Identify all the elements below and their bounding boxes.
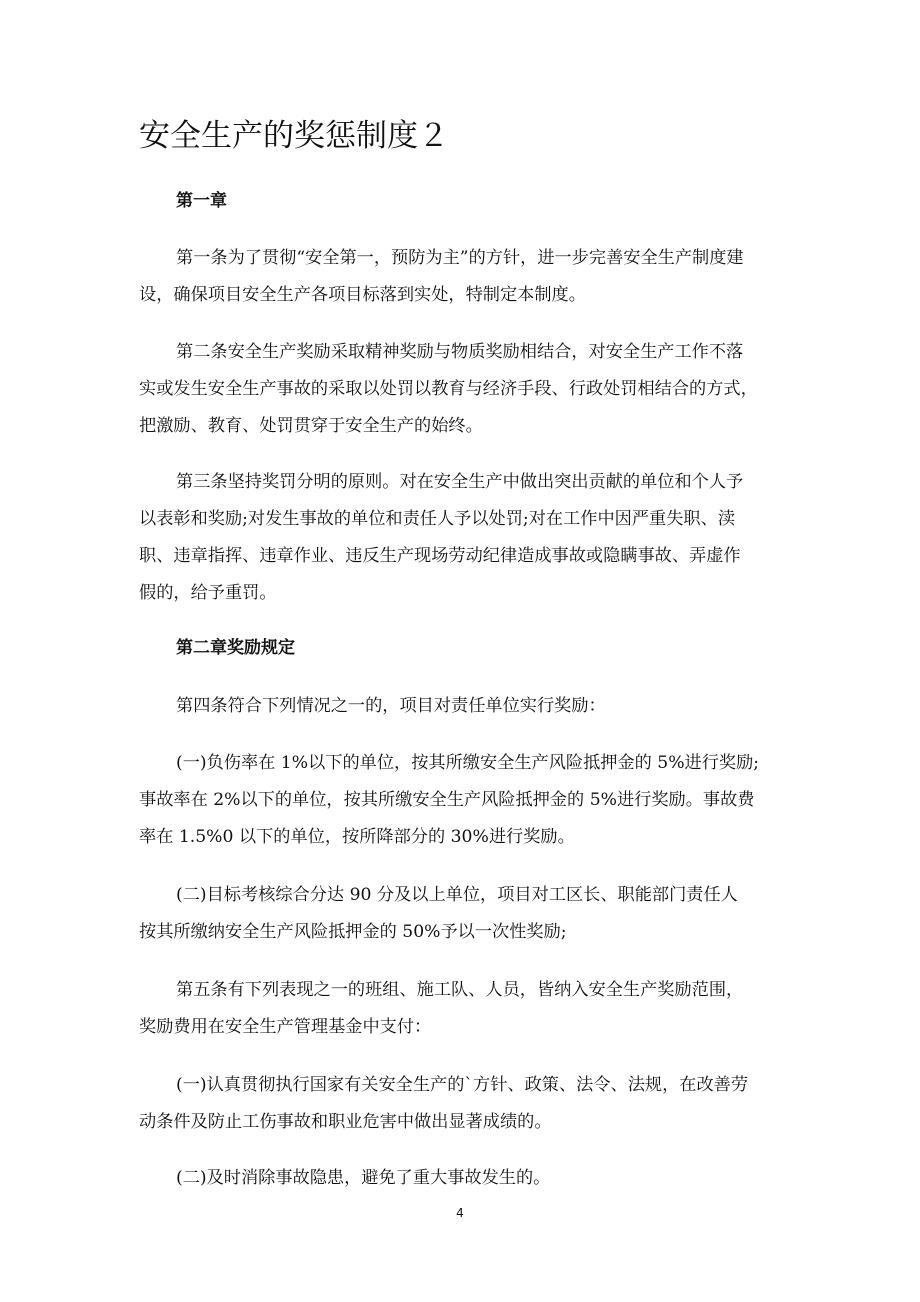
paragraph-line: 设，确保项目安全生产各项目标落到实处，特制定本制度。 (139, 285, 586, 305)
paragraph-line: (一)负伤率在 1%以下的单位，按其所缴安全生产风险抵押金的 5%进行奖励; (176, 753, 760, 773)
paragraph-article-4 (139, 688, 799, 725)
paragraph-line: 把激励、教育、处罚贯穿于安全生产的始终。 (139, 416, 483, 436)
paragraph-line: 实或发生安全生产事故的采取以处罚以教育与经济手段、行政处罚相结合的方式， (139, 379, 758, 399)
paragraph-line: 奖励费用在安全生产管理基金中支付： (139, 1017, 432, 1037)
paragraph-line: (二)及时消除事故隐患，避免了重大事故发生的。 (176, 1168, 551, 1188)
paragraph-line: 第四条符合下列情况之一的，项目对责任单位实行奖励： (176, 696, 606, 716)
paragraph-article-5 (139, 972, 799, 1046)
paragraph-line: 假的，给予重罚。 (139, 583, 277, 603)
page-number: 4 (456, 1206, 464, 1220)
paragraph-line: 事故率在 2%以下的单位，按其所缴安全生产风险抵押金的 5%进行奖励。事故费 (139, 790, 755, 810)
paragraph-article-1 (139, 240, 799, 314)
chapter-heading-1: 第一章 (176, 191, 227, 211)
paragraph-item-2 (139, 877, 799, 951)
paragraph-line: (二)目标考核综合分达 90 分及以上单位，项目对工区长、职能部门责任人 (176, 885, 738, 905)
paragraph-item-4 (139, 1160, 799, 1197)
paragraph-item-3 (139, 1067, 799, 1141)
paragraph-article-2 (139, 334, 799, 445)
paragraph-line: 率在 1.5%0 以下的单位，按所降部分的 30%进行奖励。 (139, 827, 575, 847)
paragraph-line: 第一条为了贯彻“安全第一，预防为主”的方针，进一步完善安全生产制度建 (176, 248, 744, 268)
document-title: 安全生产的奖惩制度２ (139, 118, 449, 154)
paragraph-line: 职、违章指挥、违章作业、违反生产现场劳动纪律造成事故或隐瞒事故、弄虚作 (139, 546, 741, 566)
paragraph-line: 以表彰和奖励;对发生事故的单位和责任人予以处罚;对在工作中因严重失职、渎 (139, 509, 735, 529)
paragraph-line: (一)认真贯彻执行国家有关安全生产的`方针、政策、法令、法规，在改善劳 (176, 1075, 749, 1095)
paragraph-line: 第五条有下列表现之一的班组、施工队、人员，皆纳入安全生产奖励范围， (176, 980, 744, 1000)
paragraph-line: 按其所缴纳安全生产风险抵押金的 50%予以一次性奖励; (139, 922, 567, 942)
paragraph-line: 动条件及防止工伤事故和职业危害中做出显著成绩的。 (139, 1112, 552, 1132)
paragraph-line: 第三条坚持奖罚分明的原则。对在安全生产中做出突出贡献的单位和个人予 (176, 472, 744, 492)
paragraph-article-3 (139, 464, 799, 612)
chapter-heading-2: 第二章奖励规定 (176, 638, 295, 658)
paragraph-item-1 (139, 745, 799, 856)
paragraph-line: 第二条安全生产奖励采取精神奖励与物质奖励相结合，对安全生产工作不落 (176, 342, 744, 362)
